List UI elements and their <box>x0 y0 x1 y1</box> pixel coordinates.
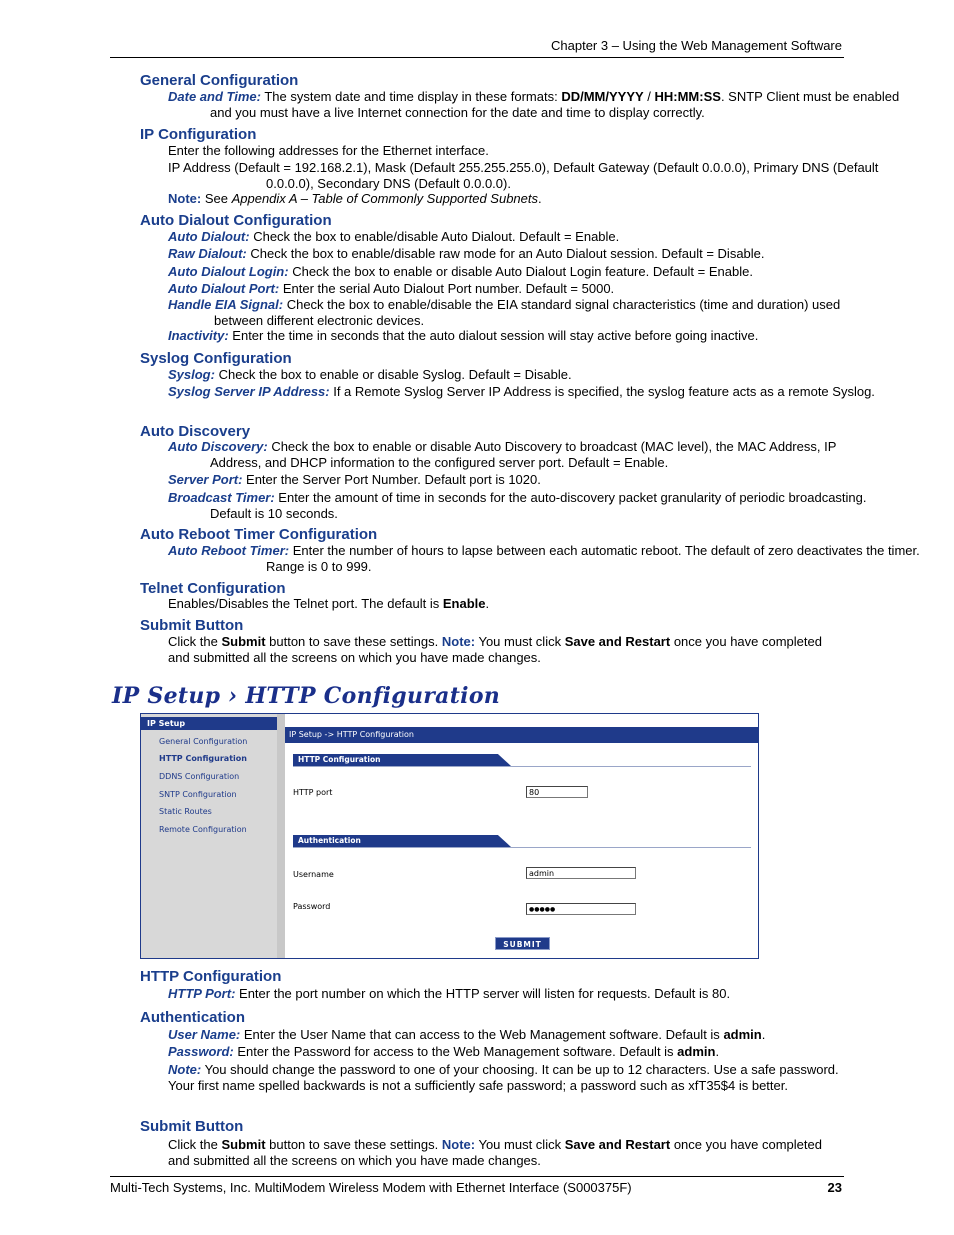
sidebar-divider <box>277 714 285 958</box>
telnet-heading: Telnet Configuration <box>140 580 286 597</box>
sidebar-item-general[interactable]: General Configuration <box>159 737 248 746</box>
telnet-text: Enables/Disables the Telnet port. The default is Enable. <box>168 596 490 611</box>
breadcrumb: IP Setup -> HTTP Configuration <box>285 727 758 743</box>
sidebar <box>141 714 277 958</box>
sidebar-item-http[interactable]: HTTP Configuration <box>159 754 247 763</box>
general-config-heading: General Configuration <box>140 72 299 89</box>
ip-note: Note: See Appendix A – Table of Commonly Supported Subnets. <box>168 191 542 206</box>
broadcast-timer-item: Broadcast Timer: Enter the amount of time in seconds for the auto-discovery packet granularity of periodic broadcasting. Default is 10 seconds. <box>168 490 867 521</box>
http-section-line <box>293 766 751 767</box>
sidebar-item-remote[interactable]: Remote Configuration <box>159 825 247 834</box>
http-config-heading: HTTP Configuration <box>140 968 282 985</box>
syslog-item: Syslog: Check the box to enable or disable Syslog. Default = Disable. <box>168 367 572 382</box>
username-label: Username <box>293 870 334 879</box>
password-input[interactable]: ●●●●● <box>526 903 636 915</box>
submit-button[interactable]: SUBMIT <box>495 937 550 950</box>
submit-heading-2: Submit Button <box>140 1118 244 1135</box>
sidebar-item-sntp[interactable]: SNTP Configuration <box>159 790 237 799</box>
username-item: User Name: Enter the User Name that can access to the Web Management software. Default is admin. <box>168 1027 766 1042</box>
auto-discovery-item: Auto Discovery: Check the box to enable or disable Auto Discovery to broadcast (MAC level), the MAC Address, IP Address, and DHCP information to the configured server port. Default = Enable. <box>168 439 837 470</box>
password-note: Note: You should change the password to one of your choosing. It can be up to 12 characters. Use a safe password. Your first name spelled backwards is not a sufficiently safe password; a password such as xfT35$4 is better. <box>168 1062 839 1093</box>
handle-eia-item: Handle EIA Signal: Check the box to enable/disable the EIA standard signal characteristics (time and duration) used between different electronic devices. <box>168 297 841 328</box>
syslog-server-item: Syslog Server IP Address: If a Remote Syslog Server IP Address is specified, the syslog feature acts as a remote Syslog. <box>168 384 875 399</box>
http-port-input[interactable]: 80 <box>526 786 588 798</box>
date-time-paragraph: Date and Time: The system date and time display in these formats: DD/MM/YYYY / HH:MM:SS. SNTP Client must be enabled and you must have a live Internet connection for the date and time to display correctly. <box>168 89 900 120</box>
auto-dialout-port-item: Auto Dialout Port: Enter the serial Auto Dialout Port number. Default = 5000. <box>168 281 615 296</box>
submit-text: Click the Submit button to save these settings. Note: You must click Save and Restart once you have completed and submitted all the screens on which you have made changes. <box>168 634 822 665</box>
section-title: IP Setup › HTTP Configuration <box>112 683 501 709</box>
sidebar-title: IP Setup <box>141 717 277 730</box>
header-rule <box>110 57 844 58</box>
ip-defaults: IP Address (Default = 192.168.2.1), Mask (Default 255.255.255.0), Default Gateway (Default 0.0.0.0), Primary DNS (Default 0.0.0.0), Secondary DNS (Default 0.0.0.0). <box>168 160 879 191</box>
auth-section-tab: Authentication <box>293 835 523 847</box>
inactivity-item: Inactivity: Enter the time in seconds that the auto dialout session will stay active before going inactive. <box>168 328 759 343</box>
submit-text-2: Click the Submit button to save these settings. Note: You must click Save and Restart once you have completed and submitted all the screens on which you have made changes. <box>168 1137 822 1168</box>
raw-dialout-item: Raw Dialout: Check the box to enable/disable raw mode for an Auto Dialout session. Default = Disable. <box>168 246 765 261</box>
username-input[interactable]: admin <box>526 867 636 879</box>
page-number: 23 <box>827 1180 842 1195</box>
http-port-item: HTTP Port: Enter the port number on which the HTTP server will listen for requests. Default is 80. <box>168 986 731 1001</box>
auto-discovery-heading: Auto Discovery <box>140 423 251 440</box>
footer-text: Multi-Tech Systems, Inc. MultiModem Wireless Modem with Ethernet Interface (S000375F) <box>110 1180 632 1195</box>
password-item: Password: Enter the Password for access to the Web Management software. Default is admin. <box>168 1044 720 1059</box>
ip-config-heading: IP Configuration <box>140 126 257 143</box>
auto-dialout-heading: Auto Dialout Configuration <box>140 212 332 229</box>
sidebar-item-static-routes[interactable]: Static Routes <box>159 807 212 816</box>
server-port-item: Server Port: Enter the Server Port Number. Default port is 1020. <box>168 472 541 487</box>
footer-rule <box>110 1176 844 1177</box>
sidebar-item-ddns[interactable]: DDNS Configuration <box>159 772 240 781</box>
authentication-heading: Authentication <box>140 1009 245 1026</box>
ip-intro: Enter the following addresses for the Ethernet interface. <box>168 143 489 158</box>
auto-dialout-item: Auto Dialout: Check the box to enable/disable Auto Dialout. Default = Enable. <box>168 229 620 244</box>
chapter-header: Chapter 3 – Using the Web Management Software <box>551 38 842 53</box>
auth-section-line <box>293 847 751 848</box>
submit-heading: Submit Button <box>140 617 244 634</box>
auto-dialout-login-item: Auto Dialout Login: Check the box to enable or disable Auto Dialout Login feature. Default = Enable. <box>168 264 753 279</box>
password-label: Password <box>293 902 331 911</box>
http-section-tab: HTTP Configuration <box>293 754 523 766</box>
syslog-heading: Syslog Configuration <box>140 350 292 367</box>
auto-reboot-heading: Auto Reboot Timer Configuration <box>140 526 378 543</box>
http-port-label: HTTP port <box>293 788 333 797</box>
auto-reboot-item: Auto Reboot Timer: Enter the number of hours to lapse between each automatic reboot. The default of zero deactivates the timer. Range is 0 to 999. <box>168 543 920 574</box>
http-config-screenshot <box>140 713 759 959</box>
